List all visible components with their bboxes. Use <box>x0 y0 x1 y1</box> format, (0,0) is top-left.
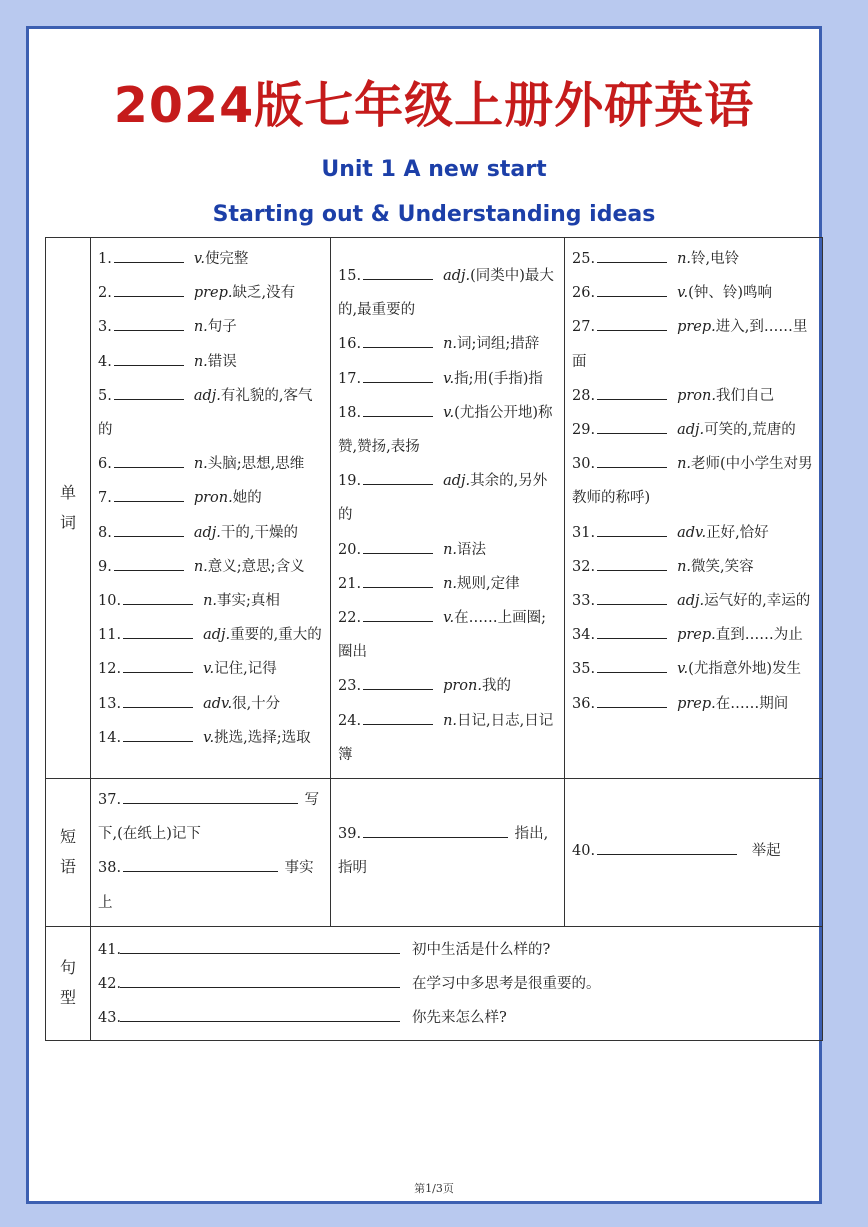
answer-blank[interactable] <box>597 658 667 673</box>
phrases-column-3 <box>565 779 823 927</box>
page-number: 第1/3页 <box>414 1182 454 1195</box>
page-title: 2024版七年级上册外研英语 <box>113 77 755 134</box>
word-item: 30. n.老师(中小学生对男教师的称呼) <box>572 447 814 515</box>
answer-blank[interactable] <box>120 939 400 954</box>
answer-blank[interactable] <box>363 402 433 417</box>
word-item: 6. n.头脑;思想,思维 <box>98 447 322 481</box>
word-item: 14. v.挑选,选择;选取 <box>98 721 322 755</box>
word-item: 35. v.(尤指意外地)发生 <box>572 652 814 686</box>
word-item: 10. n.事实;真相 <box>98 584 322 618</box>
sentences-row <box>46 926 823 1040</box>
phrases-label: 短 语 <box>46 779 91 927</box>
word-item: 18. v.(尤指公开地)称赞,赞扬,表扬 <box>338 396 556 464</box>
section-title: Starting out & Understanding ideas <box>212 202 656 227</box>
word-item: 26. v.(钟、铃)鸣响 <box>572 276 814 310</box>
word-item: 16. n.词;词组;措辞 <box>338 327 556 361</box>
answer-blank[interactable] <box>363 265 433 280</box>
word-item: 25. n.铃,电铃 <box>572 242 814 276</box>
phrase-item: 38. 事实上 <box>98 851 322 919</box>
answer-blank[interactable] <box>363 675 433 690</box>
answer-blank[interactable] <box>120 973 400 988</box>
word-item: 23. pron.我的 <box>338 669 556 703</box>
answer-blank[interactable] <box>597 693 667 708</box>
answer-blank[interactable] <box>120 1007 400 1022</box>
answer-blank[interactable] <box>597 385 667 400</box>
phrases-column-1 <box>91 779 331 927</box>
answer-blank[interactable] <box>363 823 508 838</box>
word-item: 19. adj.其余的,另外的 <box>338 464 556 532</box>
answer-blank[interactable] <box>114 351 184 366</box>
unit-title: Unit 1 A new start <box>321 157 547 182</box>
phrase-item: 40. 举起 <box>572 834 814 868</box>
answer-blank[interactable] <box>123 693 193 708</box>
answer-blank[interactable] <box>597 316 667 331</box>
phrase-item: 37. 写下,(在纸上)记下 <box>98 783 322 851</box>
phrase-item: 39. 指出,指明 <box>338 817 556 885</box>
answer-blank[interactable] <box>597 556 667 571</box>
words-column-1 <box>91 238 331 779</box>
phrases-row <box>46 779 823 927</box>
answer-blank[interactable] <box>114 248 184 263</box>
answer-blank[interactable] <box>123 590 193 605</box>
phrases-column-2 <box>331 779 565 927</box>
word-item: 34. prep.直到……为止 <box>572 618 814 652</box>
word-item: 20. n.语法 <box>338 533 556 567</box>
sentences-label: 句 型 <box>46 926 91 1040</box>
answer-blank[interactable] <box>114 522 184 537</box>
answer-blank[interactable] <box>363 710 433 725</box>
word-item: 13. adv.很,十分 <box>98 687 322 721</box>
word-item: 31. adv.正好,恰好 <box>572 516 814 550</box>
answer-blank[interactable] <box>363 470 433 485</box>
word-item: 2. prep.缺乏,没有 <box>98 276 322 310</box>
words-row <box>46 238 823 779</box>
sentence-item: 43. 你先来怎么样? <box>98 1001 814 1035</box>
word-item: 36. prep.在……期间 <box>572 687 814 721</box>
answer-blank[interactable] <box>363 333 433 348</box>
words-label: 单 词 <box>46 238 91 779</box>
word-item: 24. n.日记,日志,日记簿 <box>338 704 556 772</box>
answer-blank[interactable] <box>597 282 667 297</box>
answer-blank[interactable] <box>597 624 667 639</box>
answer-blank[interactable] <box>114 282 184 297</box>
answer-blank[interactable] <box>597 453 667 468</box>
word-item: 15. adj.(同类中)最大的,最重要的 <box>338 259 556 327</box>
answer-blank[interactable] <box>363 539 433 554</box>
word-item: 22. v.在……上画圈;圈出 <box>338 601 556 669</box>
answer-blank[interactable] <box>597 840 737 855</box>
sentence-item: 41. 初中生活是什么样的? <box>98 933 814 967</box>
word-item: 28. pron.我们自己 <box>572 379 814 413</box>
answer-blank[interactable] <box>597 248 667 263</box>
answer-blank[interactable] <box>597 590 667 605</box>
word-item: 32. n.微笑,笑容 <box>572 550 814 584</box>
sentences-cell <box>91 926 823 1040</box>
answer-blank[interactable] <box>123 789 298 804</box>
answer-blank[interactable] <box>363 573 433 588</box>
word-item: 27. prep.进入,到……里面 <box>572 310 814 378</box>
words-column-3 <box>565 238 823 779</box>
answer-blank[interactable] <box>123 624 193 639</box>
vocabulary-table <box>45 237 823 1041</box>
word-item: 7. pron.她的 <box>98 481 322 515</box>
sentence-item: 42. 在学习中多思考是很重要的。 <box>98 967 814 1001</box>
answer-blank[interactable] <box>123 857 278 872</box>
word-item: 17. v.指;用(手指)指 <box>338 362 556 396</box>
word-item: 8. adj.干的,干燥的 <box>98 516 322 550</box>
word-item: 5. adj.有礼貌的,客气的 <box>98 379 322 447</box>
answer-blank[interactable] <box>363 607 433 622</box>
word-item: 1. v.使完整 <box>98 242 322 276</box>
answer-blank[interactable] <box>123 658 193 673</box>
word-item: 11. adj.重要的,重大的 <box>98 618 322 652</box>
answer-blank[interactable] <box>123 727 193 742</box>
word-item: 29. adj.可笑的,荒唐的 <box>572 413 814 447</box>
word-item: 3. n.句子 <box>98 310 322 344</box>
answer-blank[interactable] <box>114 556 184 571</box>
answer-blank[interactable] <box>114 385 184 400</box>
word-item: 21. n.规则,定律 <box>338 567 556 601</box>
word-item: 9. n.意义;意思;含义 <box>98 550 322 584</box>
answer-blank[interactable] <box>114 316 184 331</box>
answer-blank[interactable] <box>597 419 667 434</box>
answer-blank[interactable] <box>363 368 433 383</box>
words-column-2 <box>331 238 565 779</box>
word-item: 33. adj.运气好的,幸运的 <box>572 584 814 618</box>
word-item: 4. n.错误 <box>98 345 322 379</box>
answer-blank[interactable] <box>114 453 184 468</box>
answer-blank[interactable] <box>114 487 184 502</box>
word-item: 12. v.记住,记得 <box>98 652 322 686</box>
answer-blank[interactable] <box>597 522 667 537</box>
